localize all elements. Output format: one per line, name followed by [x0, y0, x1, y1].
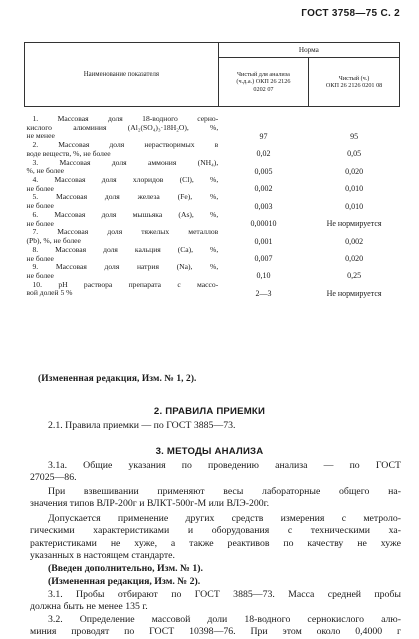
text-line: 27025—86. [30, 472, 77, 484]
indicator-cell [25, 193, 219, 210]
note-added [30, 563, 401, 575]
table-row [25, 246, 400, 263]
table-row [25, 141, 400, 158]
indicator-line: 5. Массовая доля железа (Fe), %, [32, 192, 219, 202]
indicator-cell [25, 263, 219, 280]
value-pure-grade: 0,25 [347, 271, 362, 281]
value-analytical-grade: 0,10 [256, 271, 271, 281]
indicator-line: 4. Массовая доля хлоридов (Cl), %, [32, 175, 219, 185]
header-line: ОКП 26 2126 0201 08 [325, 82, 383, 89]
section-2-paragraph [30, 420, 401, 432]
amendment-note: (Измененная редакция, Изм. № 1, 2). [38, 374, 197, 384]
indicator-cell [25, 159, 219, 176]
indicator-line: 2. Массовая доля нерастворимых в [32, 140, 219, 150]
indicator-line: не более [26, 270, 54, 280]
indicator-line: 1. Массовая доля 18-водного серно- [32, 114, 219, 123]
column-header-grade-analytical [218, 58, 308, 107]
text-line: 3.1а. Общие указания по проведению анализа — по ГОСТ [48, 460, 401, 471]
indicator-line: 3. Массовая доля аммония (NH₄), [32, 157, 219, 167]
header-line: (ч.д.а.) ОКП 26 2126 [236, 78, 291, 86]
value-analytical-grade: 0,00010 [250, 219, 277, 229]
value-pure-grade: 0,010 [345, 184, 364, 194]
text-line: должна быть не менее 135 г. [30, 601, 148, 613]
paragraph-alternatives [30, 513, 401, 562]
indicator-line: 10. pH раствора препарата с массо- [32, 279, 219, 289]
value-pure-grade: 0,010 [345, 201, 364, 211]
header-line: Чистый для анализа [237, 71, 290, 79]
header-line: Чистый (ч.) [338, 74, 370, 82]
indicator-line: 7. Массовая доля тяжелых металлов [32, 227, 219, 237]
text-line: значения типов ВЛР-200г и ВЛКТ-500г-М или ВЛЭ-200г. [30, 498, 270, 510]
table-row [25, 211, 400, 228]
indicator-line: не более [26, 183, 54, 193]
column-header-norm: Норма [218, 43, 399, 58]
value-analytical-grade: 0,002 [254, 184, 273, 194]
value-pure-grade: 95 [350, 131, 359, 141]
section-3-title: 3. МЕТОДЫ АНАЛИЗА [155, 446, 264, 457]
text-line: 3.2. Определение массовой доли 18-водного сернокислого алю- [48, 614, 401, 625]
text-line: (Измененная редакция, Изм. № 2). [48, 576, 201, 587]
indicator-line: 8. Массовая доля кальция (Ca), %, [32, 244, 219, 254]
indicator-cell [25, 211, 219, 228]
indicator-line: (Pb), %, не более [26, 236, 81, 246]
table-row [25, 228, 400, 245]
note-changed [30, 576, 401, 588]
indicator-line: кислого алюминия (Al₂(SO₄)₃·18H₂O), %, [26, 122, 219, 132]
value-pure-grade: Не нормируется [326, 219, 382, 229]
indicator-cell [25, 281, 219, 298]
indicator-cell [25, 246, 219, 263]
value-pure-grade: 0,020 [345, 166, 364, 176]
value-analytical-grade: 2—3 [255, 288, 272, 298]
indicator-line: не более [26, 218, 54, 228]
text-line: 3.1. Пробы отбирают по ГОСТ 3885—73. Масса средней пробы [48, 589, 401, 600]
value-analytical-grade: 0,007 [254, 254, 273, 264]
text-line: Допускается применение других средств измерения с метроло- [48, 513, 401, 524]
paragraph-general-instructions [30, 460, 401, 485]
indicator-cell [25, 228, 219, 245]
text-line: 2.1. Правила приемки — по ГОСТ 3885—73. [48, 420, 236, 431]
value-analytical-grade: 0,02 [256, 149, 271, 159]
running-header: ГОСТ 3758—75 С. 2 [301, 8, 400, 19]
text-line: рактеристиками не хуже, а также реактивов по качеству не хуже [30, 537, 401, 549]
table-row [25, 193, 400, 210]
header-line: 0202 07 [253, 85, 274, 93]
indicator-line: не менее [26, 131, 55, 141]
table-row [25, 107, 400, 142]
indicator-line: не более [26, 253, 54, 263]
value-pure-grade: 0,05 [347, 149, 362, 159]
paragraph-sampling [30, 589, 401, 614]
value-analytical-grade: 0,001 [254, 236, 273, 246]
column-header-grade-pure [309, 58, 400, 107]
value-pure-grade: 0,020 [345, 254, 364, 264]
table-row [25, 176, 400, 193]
indicator-line: вой долей 5 % [26, 288, 73, 298]
paragraph-scales [30, 486, 401, 511]
text-line: миния проводят по ГОСТ 10398—76. При этом около 0,4000 г [30, 626, 401, 638]
value-analytical-grade: 97 [259, 131, 268, 141]
text-line: (Введен дополнительно, Изм. № 1). [48, 563, 203, 574]
value-analytical-grade: 0,003 [254, 201, 273, 211]
indicator-line: 9. Массовая доля натрия (Na), %, [32, 262, 219, 272]
table-row [25, 159, 400, 176]
text-line: указанных в настоящем стандарте. [30, 549, 175, 561]
table-row [25, 263, 400, 280]
text-line: гическими характеристиками и оборудования с техническими ха- [30, 525, 401, 537]
value-analytical-grade: 0,005 [254, 166, 273, 176]
indicator-cell [25, 176, 219, 193]
indicator-line: воде веществ, %, не более [26, 148, 111, 158]
column-header-indicator: Наименование показателя [25, 43, 219, 107]
indicator-line: не более [26, 201, 54, 211]
section-2-title: 2. ПРАВИЛА ПРИЕМКИ [153, 406, 266, 417]
indicator-cell [25, 141, 219, 158]
specification-table [24, 42, 400, 298]
indicator-cell [25, 107, 219, 142]
indicator-line: 6. Массовая доля мышьяка (As), %, [32, 209, 219, 219]
table-row [25, 281, 400, 298]
indicator-line: %, не более [26, 166, 65, 176]
paragraph-determination [30, 614, 401, 639]
value-pure-grade: Не нормируется [326, 288, 382, 298]
text-line: При взвешивании применяют весы лабораторные общего на- [48, 486, 401, 497]
value-pure-grade: 0,002 [345, 236, 364, 246]
